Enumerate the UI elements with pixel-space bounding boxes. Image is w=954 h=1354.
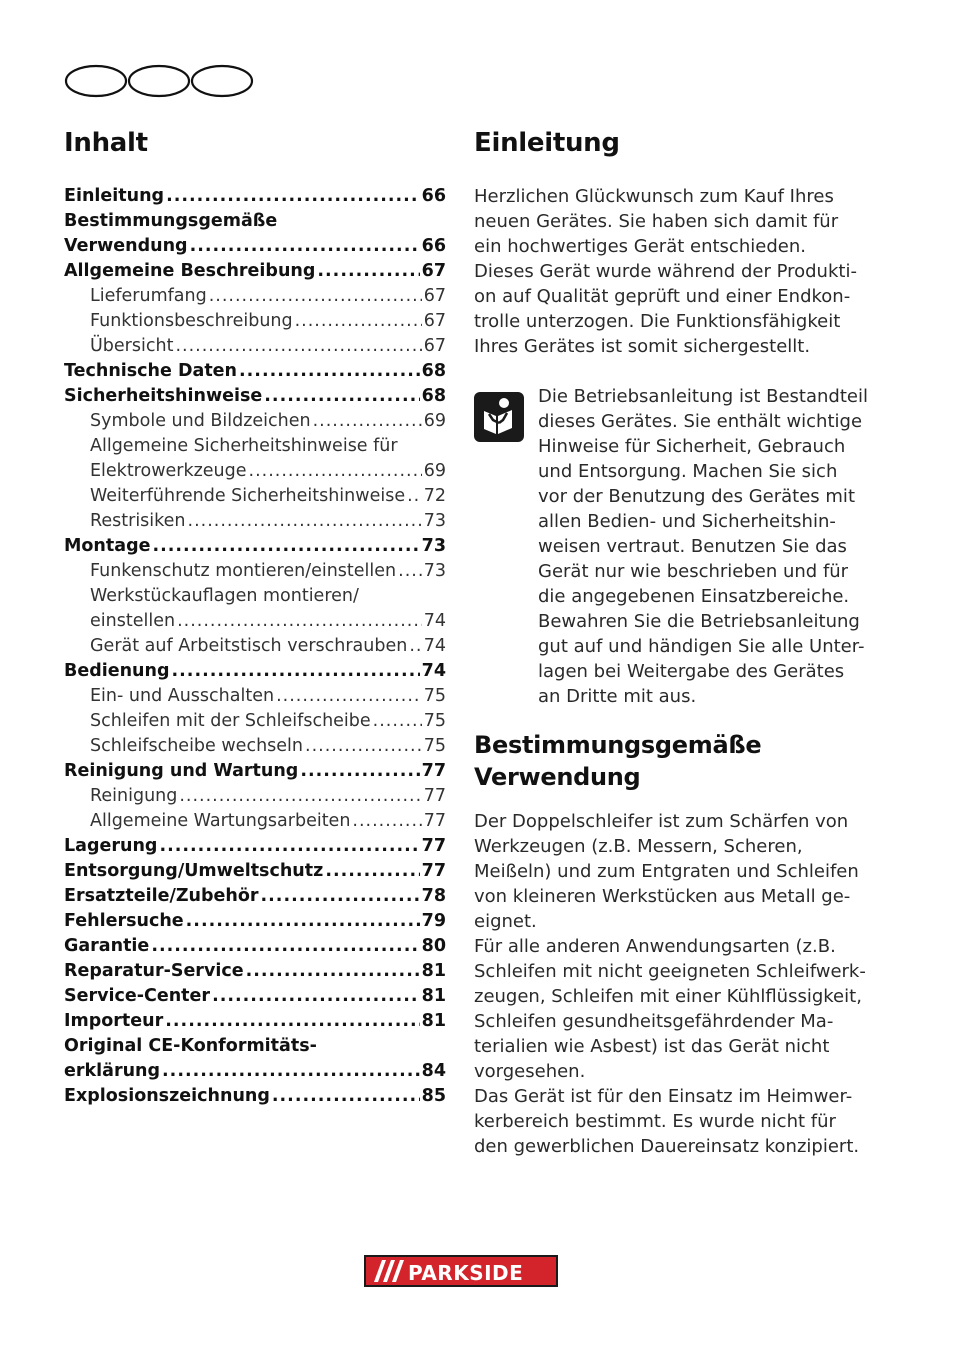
toc-entry-title: Gerät auf Arbeitstisch verschrauben <box>90 636 408 656</box>
toc-leader-dots <box>246 959 420 984</box>
toc-entry <box>64 584 446 609</box>
toc-entry-page: 84 <box>421 1061 446 1081</box>
toc-entry-page: 78 <box>421 886 446 906</box>
toc-leader-dots <box>162 1059 420 1084</box>
toc-entry-title: Montage <box>64 536 151 556</box>
bestimmung-paragraph: Der Doppelschleifer ist zum Schärfen von Werkzeugen (z.B. Messern, Scheren, Meißeln) und zum Entgraten und Schleifen von kleineren Werkstücken aus Metall ge- eignet. Für alle anderen Anwendungsarten (z.B. Schleifen mit nicht geeigneten Schleifwerk- zeugen, Schleifen mit einer Kühlflüssigkeit, Schleifen gesundheitsgefährdender Ma- terialien wie Asbest) ist das Gerät nicht vorgesehen. Das Gerät ist für den Einsatz im Heimwer- kerbereich bestimmt. Es wurde nicht für den gewerblichen Dauereinsatz konzipiert. <box>474 811 866 1157</box>
toc-entry <box>64 1059 446 1084</box>
toc-leader-dots <box>261 884 420 909</box>
toc-entry-title: Reparatur-Service <box>64 961 244 981</box>
toc-entry <box>64 459 446 484</box>
toc-leader-dots <box>300 759 419 784</box>
toc-entry <box>64 984 446 1009</box>
toc-entry-page: 77 <box>423 811 446 831</box>
toc-leader-dots <box>398 559 422 584</box>
toc-entry-title: einstellen <box>90 611 176 631</box>
toc-entry <box>64 534 446 559</box>
read-manual-icon <box>474 392 524 442</box>
toc-entry-title: Technische Daten <box>64 361 238 381</box>
toc-entry-title: Einleitung <box>64 186 165 206</box>
toc-leader-dots <box>159 834 419 859</box>
toc-entry <box>64 1034 446 1059</box>
toc-leader-dots <box>212 984 420 1009</box>
toc-heading: Inhalt <box>64 128 148 158</box>
toc-entry <box>64 509 446 534</box>
toc-entry <box>64 284 446 309</box>
toc-entry-page: 74 <box>423 636 446 656</box>
toc-entry <box>64 234 446 259</box>
toc-leader-dots <box>175 334 421 359</box>
toc-entry-page: 81 <box>421 986 446 1006</box>
toc-entry <box>64 784 446 809</box>
toc-entry-page: 75 <box>423 736 446 756</box>
toc-entry-page: 79 <box>421 911 446 931</box>
toc-leader-dots <box>165 1009 419 1034</box>
toc-entry <box>64 834 446 859</box>
toc-entry-title: Verwendung <box>64 236 188 256</box>
toc-leader-dots <box>407 484 422 509</box>
toc-leader-dots <box>264 384 419 409</box>
toc-entry <box>64 634 446 659</box>
toc-entry-page: 77 <box>421 761 446 781</box>
toc-entry-title: Allgemeine Beschreibung <box>64 261 316 281</box>
toc-entry <box>64 959 446 984</box>
toc-leader-dots <box>305 734 422 759</box>
toc-leader-dots <box>166 184 420 209</box>
toc-leader-dots <box>352 809 421 834</box>
toc-entry-page: 69 <box>423 461 446 481</box>
toc-entry-page: 66 <box>421 186 446 206</box>
toc-entry-title: Bedienung <box>64 661 170 681</box>
toc-entry <box>64 759 446 784</box>
toc-entry-title: Garantie <box>64 936 150 956</box>
toc-entry-title: Elektrowerkzeuge <box>90 461 247 481</box>
toc-entry-title: Funktionsbeschreibung <box>90 311 293 331</box>
toc-entry <box>64 409 446 434</box>
toc-entry-page: 73 <box>421 536 446 556</box>
table-of-contents <box>64 184 446 1109</box>
toc-entry <box>64 359 446 384</box>
toc-entry-page: 72 <box>423 486 446 506</box>
toc-entry-page: 73 <box>423 561 446 581</box>
toc-entry <box>64 709 446 734</box>
toc-leader-dots <box>239 359 420 384</box>
toc-entry-title: Original CE-Konformitäts- <box>64 1036 317 1056</box>
toc-entry-title: Übersicht <box>90 336 174 356</box>
language-ovals-icon <box>64 64 254 98</box>
toc-entry-title: Lagerung <box>64 836 158 856</box>
toc-entry-page: 67 <box>421 261 446 281</box>
toc-entry-page: 68 <box>421 361 446 381</box>
manual-notice-paragraph: Die Betriebsanleitung ist Bestandteil dieses Gerätes. Sie enthält wichtige Hinweise für Sicherheit, Gebrauch und Entsorgung. Machen Sie sich vor der Benutzung des Gerätes mit allen Bedien- und Sicherheitshin- weisen vertraut. Benutzen Sie das Gerät nur wie beschrieben und für die angegebenen Einsatzbereiche. Bewahren Sie die Betriebsanleitung gut auf und händigen Sie alle Unter- lagen bei Weitergabe des Gerätes an Dritte mit aus. <box>538 386 868 707</box>
toc-entry-title: Restrisiken <box>90 511 186 531</box>
toc-entry-title: Sicherheitshinweise <box>64 386 263 406</box>
toc-entry-page: 75 <box>423 686 446 706</box>
toc-leader-dots <box>373 709 422 734</box>
toc-entry-page: 73 <box>423 511 446 531</box>
toc-leader-dots <box>151 934 419 959</box>
toc-entry <box>64 334 446 359</box>
toc-entry-title: Werkstückauflagen montieren/ <box>90 586 359 606</box>
toc-leader-dots <box>249 459 422 484</box>
toc-entry-page: 77 <box>421 836 446 856</box>
toc-entry-title: Entsorgung/Umweltschutz <box>64 861 324 881</box>
toc-entry <box>64 809 446 834</box>
toc-entry-title: Schleifscheibe wechseln <box>90 736 303 756</box>
toc-entry-page: 67 <box>423 286 446 306</box>
toc-leader-dots <box>272 1084 420 1109</box>
toc-entry-title: Explosionszeichnung <box>64 1086 270 1106</box>
toc-entry <box>64 309 446 334</box>
toc-entry-page: 74 <box>421 661 446 681</box>
toc-leader-dots <box>152 534 419 559</box>
toc-entry <box>64 184 446 209</box>
toc-leader-dots <box>188 509 422 534</box>
toc-entry <box>64 1084 446 1109</box>
parkside-logo <box>364 1255 558 1287</box>
toc-entry <box>64 1009 446 1034</box>
toc-entry <box>64 484 446 509</box>
toc-entry-page: 75 <box>423 711 446 731</box>
toc-leader-dots <box>313 409 422 434</box>
toc-entry-page: 85 <box>421 1086 446 1106</box>
toc-entry <box>64 434 446 459</box>
toc-entry <box>64 859 446 884</box>
toc-entry-title: Ersatzteile/Zubehör <box>64 886 259 906</box>
toc-entry <box>64 559 446 584</box>
toc-entry-page: 74 <box>423 611 446 631</box>
toc-entry <box>64 909 446 934</box>
toc-entry <box>64 884 446 909</box>
toc-entry-page: 81 <box>421 1011 446 1031</box>
toc-entry <box>64 659 446 684</box>
toc-leader-dots <box>295 309 422 334</box>
toc-leader-dots <box>409 634 421 659</box>
toc-entry-page: 69 <box>423 411 446 431</box>
toc-entry-page: 77 <box>423 786 446 806</box>
toc-leader-dots <box>172 659 420 684</box>
toc-entry <box>64 734 446 759</box>
toc-entry <box>64 934 446 959</box>
toc-entry-title: Funkenschutz montieren/einstellen <box>90 561 397 581</box>
toc-leader-dots <box>209 284 422 309</box>
toc-leader-dots <box>177 609 422 634</box>
toc-entry <box>64 609 446 634</box>
toc-entry-title: Ein- und Ausschalten <box>90 686 275 706</box>
toc-entry-page: 66 <box>421 236 446 256</box>
toc-entry-title: Reinigung und Wartung <box>64 761 299 781</box>
toc-entry-title: Importeur <box>64 1011 164 1031</box>
bestimmung-heading: Bestimmungsgemäße Verwendung <box>474 731 762 791</box>
toc-entry-title: Reinigung <box>90 786 178 806</box>
toc-entry-title: Fehlersuche <box>64 911 184 931</box>
toc-entry-page: 80 <box>421 936 446 956</box>
toc-entry-title: Lieferumfang <box>90 286 207 306</box>
toc-leader-dots <box>276 684 422 709</box>
toc-leader-dots <box>179 784 421 809</box>
toc-entry-title: Allgemeine Sicherheitshinweise für <box>90 436 398 456</box>
toc-entry <box>64 259 446 284</box>
toc-leader-dots <box>325 859 419 884</box>
toc-entry <box>64 209 446 234</box>
svg-text:PARKSIDE: PARKSIDE <box>408 1261 524 1285</box>
toc-entry-title: Schleifen mit der Schleifscheibe <box>90 711 371 731</box>
toc-entry-title: Symbole und Bildzeichen <box>90 411 311 431</box>
toc-entry-title: Service-Center <box>64 986 211 1006</box>
toc-entry-page: 81 <box>421 961 446 981</box>
toc-entry-page: 77 <box>421 861 446 881</box>
toc-entry-page: 67 <box>423 336 446 356</box>
einleitung-paragraph: Herzlichen Glückwunsch zum Kauf Ihres neuen Gerätes. Sie haben sich damit für ein hochwertiges Gerät entschieden. Dieses Gerät wurde während der Produkti- on auf Qualität geprüft und einer Endkon- trolle unterzogen. Die Funktionsfähigkeit Ihres Gerätes ist somit sichergestellt. <box>474 186 857 357</box>
toc-entry-title: Weiterführende Sicherheitshinweise <box>90 486 406 506</box>
toc-entry-page: 68 <box>421 386 446 406</box>
toc-entry-title: Allgemeine Wartungsarbeiten <box>90 811 351 831</box>
toc-entry <box>64 384 446 409</box>
einleitung-heading: Einleitung <box>474 128 620 158</box>
toc-entry-page: 67 <box>423 311 446 331</box>
toc-entry-title: Bestimmungsgemäße <box>64 211 278 231</box>
toc-leader-dots <box>190 234 420 259</box>
toc-leader-dots <box>186 909 420 934</box>
toc-leader-dots <box>317 259 419 284</box>
toc-entry <box>64 684 446 709</box>
toc-entry-title: erklärung <box>64 1061 161 1081</box>
